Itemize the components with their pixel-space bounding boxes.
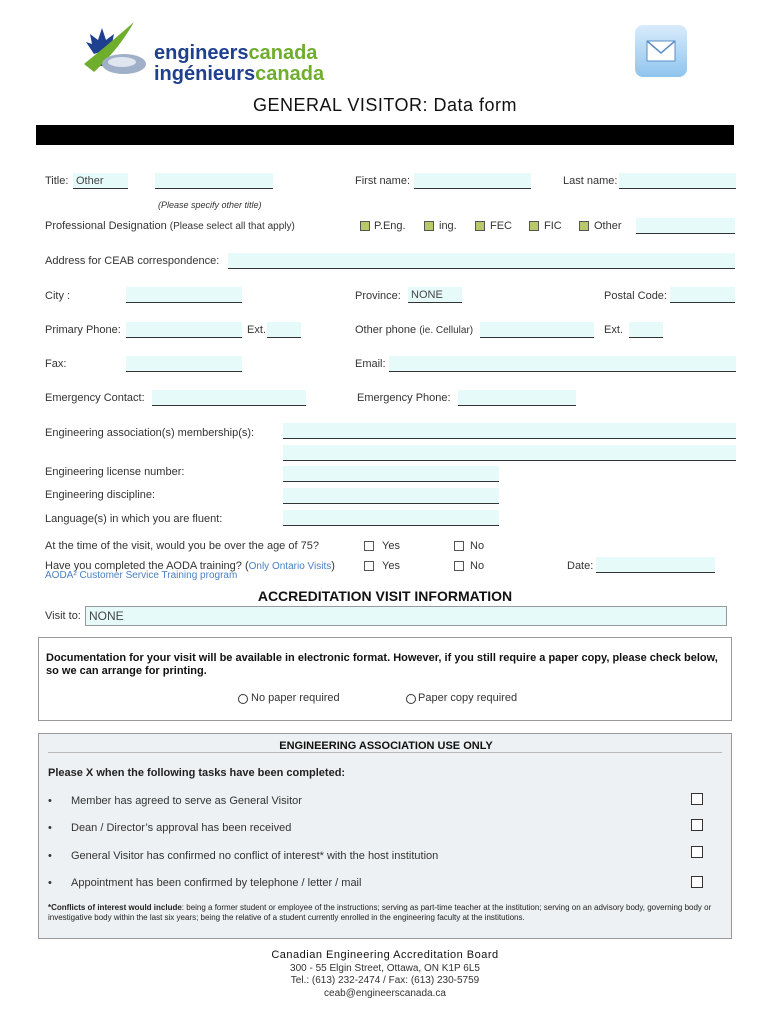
ing-label: ing. bbox=[439, 220, 457, 232]
other-phone-label: Other phone (ie. Cellular) bbox=[355, 324, 474, 336]
other-designation-field[interactable] bbox=[636, 218, 735, 234]
task-3-label: General Visitor has confirmed no conflict of interest* with the host institution bbox=[71, 850, 439, 862]
association-use-title: ENGINEERING ASSOCIATION USE ONLY bbox=[279, 740, 493, 752]
no-paper-radio[interactable] bbox=[238, 694, 248, 704]
maple-leaf-logo-icon bbox=[64, 14, 154, 84]
languages-label: Language(s) in which you are fluent: bbox=[45, 513, 223, 525]
other-title-field[interactable] bbox=[155, 173, 273, 189]
fic-label: FIC bbox=[544, 220, 562, 232]
documentation-box bbox=[38, 637, 732, 721]
other-ext-label: Ext. bbox=[604, 324, 623, 336]
fic-checkbox[interactable] bbox=[529, 221, 539, 231]
email-label: Email: bbox=[355, 358, 386, 370]
other-title-note: (Please specify other title) bbox=[158, 200, 262, 210]
association-use-divider bbox=[48, 752, 722, 753]
fec-checkbox[interactable] bbox=[475, 221, 485, 231]
age-yes-label: Yes bbox=[382, 540, 400, 552]
task-bullet: • bbox=[48, 822, 52, 834]
task-bullet: • bbox=[48, 877, 52, 889]
ontario-visits-link[interactable]: Only Ontario Visits bbox=[248, 561, 332, 572]
assoc-membership-field-1[interactable] bbox=[283, 423, 736, 439]
postal-code-label: Postal Code: bbox=[604, 290, 667, 302]
emergency-phone-label: Emergency Phone: bbox=[357, 392, 451, 404]
other-designation-label: Other bbox=[594, 220, 622, 232]
visit-to-label: Visit to: bbox=[45, 610, 81, 622]
accreditation-section-title: ACCREDITATION VISIT INFORMATION bbox=[257, 588, 513, 604]
association-use-box bbox=[38, 733, 732, 939]
task-2-label: Dean / Director’s approval has been received bbox=[71, 822, 292, 834]
primary-phone-label: Primary Phone: bbox=[45, 324, 121, 336]
task-3-checkbox[interactable] bbox=[691, 846, 703, 858]
paper-copy-radio[interactable] bbox=[406, 694, 416, 704]
fax-label: Fax: bbox=[45, 358, 67, 370]
task-2-checkbox[interactable] bbox=[691, 819, 703, 831]
logo-text-english: engineerscanada bbox=[154, 42, 318, 64]
last-name-label: Last name: bbox=[563, 175, 618, 187]
address-label: Address for CEAB correspondence: bbox=[45, 255, 220, 267]
title-field[interactable]: Other bbox=[73, 173, 128, 189]
languages-field[interactable] bbox=[283, 510, 499, 526]
footer-address: 300 - 55 Elgin Street, Ottawa, ON K1P 6L5 bbox=[290, 963, 480, 974]
other-ext-field[interactable] bbox=[629, 322, 663, 338]
aoda-date-label: Date: bbox=[567, 560, 594, 572]
discipline-field[interactable] bbox=[283, 488, 499, 504]
page-title: GENERAL VISITOR: Data form bbox=[252, 95, 518, 115]
task-bullet: • bbox=[48, 795, 52, 807]
visit-to-select[interactable]: NONE bbox=[85, 606, 727, 626]
aoda-yes-checkbox[interactable] bbox=[364, 561, 374, 571]
title-label: Title: bbox=[45, 175, 69, 187]
logo bbox=[64, 14, 154, 84]
fax-field[interactable] bbox=[126, 356, 242, 372]
header-bar bbox=[36, 125, 734, 145]
footer-email: ceab@engineerscanada.ca bbox=[324, 988, 446, 999]
province-label: Province: bbox=[355, 290, 401, 302]
conflict-note: *Conflicts of interest would include: being a former student or employee of the instructions; serving as part-time teacher at the institution; serving on an advisory body, governing body or investigative body within the last six years; being the relative of a student currently enrolled in the engineering faculty at the institutions. bbox=[48, 903, 712, 922]
logo-text-french: ingénieurscanada bbox=[154, 63, 325, 85]
email-field[interactable] bbox=[389, 356, 736, 372]
task-1-checkbox[interactable] bbox=[691, 793, 703, 805]
task-4-label: Appointment has been confirmed by telephone / letter / mail bbox=[71, 877, 362, 889]
last-name-field[interactable] bbox=[619, 173, 736, 189]
age-yes-checkbox[interactable] bbox=[364, 541, 374, 551]
discipline-label: Engineering discipline: bbox=[45, 489, 156, 501]
peng-label: P.Eng. bbox=[374, 220, 406, 232]
task-4-checkbox[interactable] bbox=[691, 876, 703, 888]
first-name-field[interactable] bbox=[414, 173, 531, 189]
age-no-checkbox[interactable] bbox=[454, 541, 464, 551]
peng-checkbox[interactable] bbox=[360, 221, 370, 231]
assoc-membership-field-2[interactable] bbox=[283, 445, 736, 461]
email-form-button[interactable] bbox=[635, 25, 687, 77]
documentation-text: Documentation for your visit will be available in electronic format. However, if you still require a paper copy, please check below, so we can arrange for printing. bbox=[46, 652, 718, 677]
postal-code-field[interactable] bbox=[670, 287, 735, 303]
paper-copy-label: Paper copy required bbox=[418, 692, 518, 704]
ing-checkbox[interactable] bbox=[424, 221, 434, 231]
no-paper-label: No paper required bbox=[251, 692, 340, 704]
license-field[interactable] bbox=[283, 466, 499, 482]
age-question-label: At the time of the visit, would you be over the age of 75? bbox=[45, 540, 319, 552]
aoda-no-label: No bbox=[470, 560, 485, 572]
emergency-contact-label: Emergency Contact: bbox=[45, 392, 145, 404]
province-select[interactable]: NONE bbox=[408, 287, 462, 303]
aoda-question-label: Have you completed the AODA training? (Only Ontario Visits) bbox=[45, 560, 335, 572]
city-field[interactable] bbox=[126, 287, 242, 303]
primary-phone-field[interactable] bbox=[126, 322, 242, 338]
other-phone-field[interactable] bbox=[480, 322, 594, 338]
envelope-icon bbox=[635, 25, 687, 77]
emergency-phone-field[interactable] bbox=[458, 390, 576, 406]
fec-label: FEC bbox=[490, 220, 512, 232]
primary-ext-label: Ext. bbox=[247, 324, 266, 336]
designation-label: Professional Designation (Please select all that apply) bbox=[45, 220, 295, 232]
age-no-label: No bbox=[470, 540, 485, 552]
aoda-date-field[interactable] bbox=[596, 557, 715, 573]
task-1-label: Member has agreed to serve as General Visitor bbox=[71, 795, 302, 807]
emergency-contact-field[interactable] bbox=[152, 390, 306, 406]
task-bullet: • bbox=[48, 850, 52, 862]
footer-org: Canadian Engineering Accreditation Board bbox=[271, 949, 499, 961]
footer-tel: Tel.: (613) 232-2474 / Fax: (613) 230-5759 bbox=[290, 975, 480, 986]
first-name-label: First name: bbox=[355, 175, 411, 187]
aoda-yes-label: Yes bbox=[382, 560, 400, 572]
city-label: City : bbox=[45, 290, 71, 302]
primary-ext-field[interactable] bbox=[267, 322, 301, 338]
aoda-no-checkbox[interactable] bbox=[454, 561, 464, 571]
other-designation-checkbox[interactable] bbox=[579, 221, 589, 231]
association-use-instruction: Please X when the following tasks have been completed: bbox=[48, 767, 346, 779]
aoda-training-link[interactable]: AODA² Customer Service Training program bbox=[45, 570, 238, 581]
license-label: Engineering license number: bbox=[45, 466, 185, 478]
address-field[interactable] bbox=[228, 253, 735, 269]
assoc-membership-label: Engineering association(s) membership(s): bbox=[45, 427, 255, 439]
